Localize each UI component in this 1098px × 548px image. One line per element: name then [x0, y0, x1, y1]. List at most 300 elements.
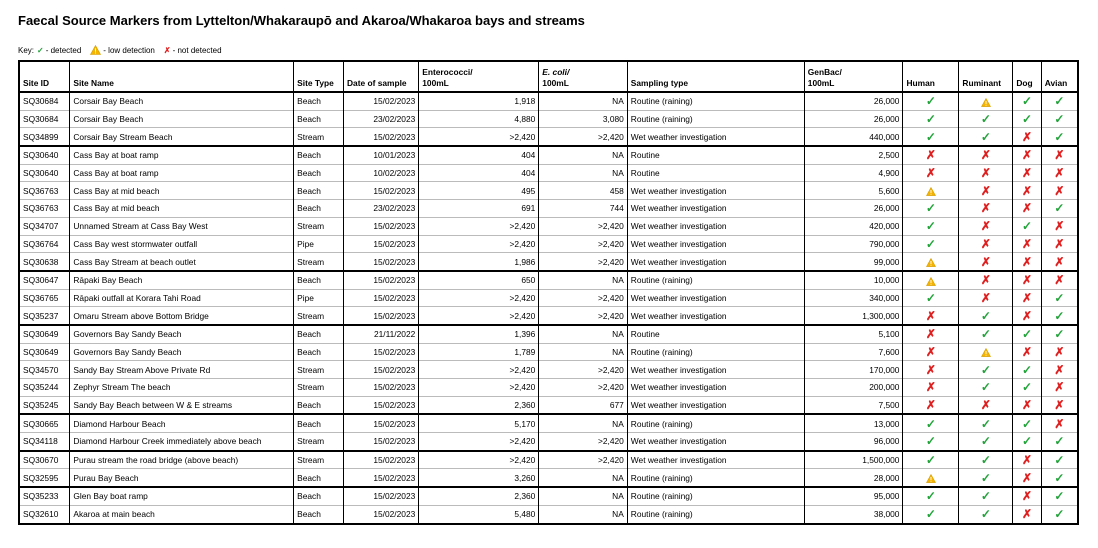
checkmark-icon: ✓: [1054, 94, 1065, 109]
cell-enterococci: >2,420: [419, 451, 539, 469]
cell-site-id: SQ30649: [19, 343, 70, 361]
key-detected: [34, 46, 81, 55]
cell-ecoli: NA: [539, 271, 628, 289]
cross-icon: ✗: [1022, 470, 1033, 485]
cell-avian-marker: [1041, 343, 1078, 361]
cell-sampling-type: Wet weather investigation: [627, 361, 804, 379]
cell-ruminant-marker: [959, 110, 1013, 128]
cell-ruminant-marker: [959, 325, 1013, 343]
checkmark-icon: ✓: [1022, 327, 1033, 342]
cell-sampling-type: Wet weather investigation: [627, 307, 804, 325]
key-detected-label: - detected: [45, 45, 82, 55]
cell-enterococci: 495: [419, 182, 539, 200]
cross-icon: ✗: [925, 148, 936, 163]
cell-sample-date: 15/02/2023: [344, 271, 419, 289]
cell-avian-marker: [1041, 361, 1078, 379]
cell-site-name: Sandy Bay Stream Above Private Rd: [70, 361, 294, 379]
cell-ecoli: NA: [539, 92, 628, 110]
col-header-avian: Avian: [1041, 61, 1078, 92]
cell-enterococci: 691: [419, 200, 539, 218]
cell-ecoli: >2,420: [539, 379, 628, 397]
cell-site-name: Corsair Bay Beach: [70, 110, 294, 128]
cell-enterococci: 5,480: [419, 505, 539, 523]
cell-dog-marker: [1013, 128, 1041, 146]
checkmark-icon: ✓: [980, 112, 991, 127]
cross-icon: ✗: [1054, 416, 1065, 431]
cross-icon: ✗: [1054, 219, 1065, 234]
cell-genbac: 26,000: [804, 92, 903, 110]
cell-dog-marker: [1013, 307, 1041, 325]
cross-icon: ✗: [1054, 254, 1065, 269]
cell-human-marker: [903, 92, 959, 110]
cell-ruminant-marker: [959, 271, 1013, 289]
cross-icon: ✗: [1054, 236, 1065, 251]
header-line-1: Enterococci/: [422, 67, 473, 77]
cell-sample-date: 15/02/2023: [344, 253, 419, 271]
cell-avian-marker: [1041, 146, 1078, 164]
cell-ruminant-marker: [959, 343, 1013, 361]
cell-dog-marker: [1013, 469, 1041, 487]
cell-enterococci: >2,420: [419, 289, 539, 307]
checkmark-icon: ✓: [37, 45, 44, 55]
cell-enterococci: >2,420: [419, 379, 539, 397]
cell-avian-marker: [1041, 505, 1078, 523]
cell-site-name: Akaroa at main beach: [70, 505, 294, 523]
cross-icon: ✗: [1054, 362, 1065, 377]
cell-site-id: SQ35237: [19, 307, 70, 325]
cell-ecoli: NA: [539, 469, 628, 487]
cell-site-type: Beach: [294, 271, 344, 289]
cell-site-id: SQ30665: [19, 414, 70, 432]
cell-sample-date: 15/02/2023: [344, 487, 419, 505]
cell-ruminant-marker: [959, 469, 1013, 487]
cell-ecoli: NA: [539, 414, 628, 432]
cell-sampling-type: Routine (raining): [627, 110, 804, 128]
cell-avian-marker: [1041, 110, 1078, 128]
table-row: [19, 92, 1078, 110]
cell-sampling-type: Routine (raining): [627, 469, 804, 487]
cell-site-type: Stream: [294, 253, 344, 271]
table-row: [19, 164, 1078, 182]
cell-sampling-type: Routine (raining): [627, 414, 804, 432]
cell-sampling-type: Wet weather investigation: [627, 396, 804, 414]
header-line-2: 100mL: [422, 78, 449, 88]
cell-sample-date: 15/02/2023: [344, 307, 419, 325]
checkmark-icon: ✓: [980, 327, 991, 342]
checkmark-icon: ✓: [925, 201, 936, 216]
cell-ecoli: >2,420: [539, 217, 628, 235]
cell-dog-marker: [1013, 146, 1041, 164]
cell-site-name: Cass Bay Stream at beach outlet: [70, 253, 294, 271]
cell-human-marker: [903, 469, 959, 487]
cross-icon: ✗: [1022, 453, 1033, 468]
legend-key: [18, 45, 228, 55]
cross-icon: ✗: [1054, 183, 1065, 198]
checkmark-icon: ✓: [1054, 453, 1065, 468]
table-row: [19, 271, 1078, 289]
cell-genbac: 440,000: [804, 128, 903, 146]
warning-icon: [926, 184, 936, 198]
cell-site-type: Beach: [294, 182, 344, 200]
cell-human-marker: [903, 433, 959, 451]
checkmark-icon: ✓: [925, 219, 936, 234]
cell-site-id: SQ35244: [19, 379, 70, 397]
cell-sample-date: 15/02/2023: [344, 396, 419, 414]
cell-dog-marker: [1013, 487, 1041, 505]
cell-ecoli: >2,420: [539, 433, 628, 451]
cell-sampling-type: Routine: [627, 146, 804, 164]
warning-icon: [926, 255, 936, 269]
table-row: [19, 414, 1078, 432]
checkmark-icon: ✓: [1054, 507, 1065, 522]
cell-dog-marker: [1013, 253, 1041, 271]
cell-avian-marker: [1041, 253, 1078, 271]
cell-site-name: Unnamed Stream at Cass Bay West: [70, 217, 294, 235]
cell-site-id: SQ34899: [19, 128, 70, 146]
cell-site-type: Beach: [294, 505, 344, 523]
cell-ecoli: NA: [539, 146, 628, 164]
cell-sampling-type: Wet weather investigation: [627, 235, 804, 253]
cell-avian-marker: [1041, 235, 1078, 253]
cell-site-name: Purau Bay Beach: [70, 469, 294, 487]
cell-genbac: 38,000: [804, 505, 903, 523]
cell-human-marker: [903, 182, 959, 200]
cell-sampling-type: Wet weather investigation: [627, 379, 804, 397]
cell-enterococci: 5,170: [419, 414, 539, 432]
cell-sample-date: 15/02/2023: [344, 343, 419, 361]
key-not-label: - not detected: [172, 45, 222, 55]
cell-site-id: SQ36765: [19, 289, 70, 307]
cell-site-type: Stream: [294, 217, 344, 235]
cell-site-name: Rāpaki outfall at Korara Tahi Road: [70, 289, 294, 307]
cross-icon: ✗: [1022, 344, 1033, 359]
cell-sample-date: 10/01/2023: [344, 146, 419, 164]
cell-sample-date: 15/02/2023: [344, 361, 419, 379]
cell-human-marker: [903, 414, 959, 432]
table-row: [19, 235, 1078, 253]
cell-enterococci: 1,918: [419, 92, 539, 110]
cell-site-name: Cass Bay west stormwater outfall: [70, 235, 294, 253]
cross-icon: ✗: [1054, 166, 1065, 181]
checkmark-icon: ✓: [925, 94, 936, 109]
cross-icon: ✗: [1022, 254, 1033, 269]
cell-ruminant-marker: [959, 217, 1013, 235]
cell-enterococci: 4,880: [419, 110, 539, 128]
cell-human-marker: [903, 361, 959, 379]
cell-human-marker: [903, 164, 959, 182]
cell-site-id: SQ36764: [19, 235, 70, 253]
cross-icon: ✗: [980, 148, 991, 163]
cell-site-name: Glen Bay boat ramp: [70, 487, 294, 505]
cell-human-marker: [903, 110, 959, 128]
cell-dog-marker: [1013, 414, 1041, 432]
cell-enterococci: >2,420: [419, 235, 539, 253]
table-row: [19, 469, 1078, 487]
col-header-site-id: Site ID: [19, 61, 70, 92]
checkmark-icon: ✓: [925, 489, 936, 504]
cell-enterococci: 2,360: [419, 396, 539, 414]
warning-icon: [926, 471, 936, 485]
cross-icon: ✗: [1054, 148, 1065, 163]
cross-icon: ✗: [1022, 183, 1033, 198]
table-row: [19, 433, 1078, 451]
cell-human-marker: [903, 505, 959, 523]
cell-dog-marker: [1013, 343, 1041, 361]
col-header-ecoli: [539, 61, 628, 92]
cell-genbac: 96,000: [804, 433, 903, 451]
cell-site-name: Rāpaki Bay Beach: [70, 271, 294, 289]
checkmark-icon: ✓: [1022, 380, 1033, 395]
cell-genbac: 13,000: [804, 414, 903, 432]
cell-site-type: Beach: [294, 487, 344, 505]
cell-site-name: Corsair Bay Beach: [70, 92, 294, 110]
table-row: [19, 253, 1078, 271]
cell-genbac: 26,000: [804, 110, 903, 128]
cell-ecoli: 458: [539, 182, 628, 200]
col-header-sampling-type: Sampling type: [627, 61, 804, 92]
cell-ruminant-marker: [959, 379, 1013, 397]
cell-site-name: Purau stream the road bridge (above beach): [70, 451, 294, 469]
cell-genbac: 26,000: [804, 200, 903, 218]
checkmark-icon: ✓: [1054, 129, 1065, 144]
checkmark-icon: ✓: [980, 489, 991, 504]
table-row: [19, 487, 1078, 505]
cell-site-id: SQ36763: [19, 200, 70, 218]
key-low: [87, 45, 155, 55]
col-header-site-type: Site Type: [294, 61, 344, 92]
cell-human-marker: [903, 396, 959, 414]
checkmark-icon: ✓: [1022, 362, 1033, 377]
checkmark-icon: ✓: [1054, 327, 1065, 342]
checkmark-icon: ✓: [925, 290, 936, 305]
cell-dog-marker: [1013, 235, 1041, 253]
cross-icon: ✗: [1054, 380, 1065, 395]
checkmark-icon: ✓: [925, 236, 936, 251]
cell-site-id: SQ35245: [19, 396, 70, 414]
warning-icon: [981, 345, 991, 359]
cross-icon: ✗: [1022, 236, 1033, 251]
cell-ecoli: >2,420: [539, 253, 628, 271]
cell-site-type: Beach: [294, 325, 344, 343]
col-header-date: Date of sample: [344, 61, 419, 92]
page-title: Faecal Source Markers from Lyttelton/Whakaraupō and Akaroa/Whakaroa bays and streams: [18, 13, 585, 28]
cell-site-type: Stream: [294, 361, 344, 379]
cross-icon: ✗: [925, 362, 936, 377]
cell-site-id: SQ30670: [19, 451, 70, 469]
cell-sample-date: 23/02/2023: [344, 110, 419, 128]
cell-ecoli: NA: [539, 487, 628, 505]
cell-enterococci: >2,420: [419, 128, 539, 146]
checkmark-icon: ✓: [1022, 219, 1033, 234]
cell-genbac: 340,000: [804, 289, 903, 307]
cell-ecoli: 744: [539, 200, 628, 218]
checkmark-icon: ✓: [925, 434, 936, 449]
cell-ruminant-marker: [959, 396, 1013, 414]
cell-genbac: 170,000: [804, 361, 903, 379]
cell-site-name: Governors Bay Sandy Beach: [70, 343, 294, 361]
cell-avian-marker: [1041, 469, 1078, 487]
cell-human-marker: [903, 343, 959, 361]
cell-site-id: SQ30684: [19, 110, 70, 128]
header-row: [19, 61, 1078, 92]
cross-icon: ✗: [980, 290, 991, 305]
cell-avian-marker: [1041, 200, 1078, 218]
cell-site-name: Cass Bay at mid beach: [70, 200, 294, 218]
cell-avian-marker: [1041, 128, 1078, 146]
cross-icon: ✗: [925, 327, 936, 342]
cross-icon: ✗: [980, 201, 991, 216]
checkmark-icon: ✓: [1054, 290, 1065, 305]
cell-avian-marker: [1041, 451, 1078, 469]
cross-icon: ✗: [1022, 201, 1033, 216]
cell-site-type: Pipe: [294, 289, 344, 307]
cell-sampling-type: Routine: [627, 164, 804, 182]
cell-sample-date: 15/02/2023: [344, 289, 419, 307]
checkmark-icon: ✓: [980, 129, 991, 144]
cell-genbac: 790,000: [804, 235, 903, 253]
cross-icon: ✗: [1054, 344, 1065, 359]
cell-ruminant-marker: [959, 200, 1013, 218]
cell-site-id: SQ30649: [19, 325, 70, 343]
cross-icon: ✗: [925, 166, 936, 181]
cell-sample-date: 15/02/2023: [344, 505, 419, 523]
cross-icon: ✗: [925, 344, 936, 359]
cross-icon: ✗: [1022, 148, 1033, 163]
cell-human-marker: [903, 217, 959, 235]
checkmark-icon: ✓: [1054, 434, 1065, 449]
cell-site-type: Stream: [294, 451, 344, 469]
checkmark-icon: ✓: [925, 416, 936, 431]
table-row: [19, 182, 1078, 200]
cell-enterococci: >2,420: [419, 361, 539, 379]
cell-avian-marker: [1041, 182, 1078, 200]
cell-site-type: Beach: [294, 414, 344, 432]
key-label: Key:: [18, 45, 35, 55]
cell-dog-marker: [1013, 396, 1041, 414]
cell-ecoli: >2,420: [539, 307, 628, 325]
cell-ruminant-marker: [959, 505, 1013, 523]
warning-icon: [926, 273, 936, 287]
cell-avian-marker: [1041, 414, 1078, 432]
table-row: [19, 379, 1078, 397]
cell-ruminant-marker: [959, 235, 1013, 253]
checkmark-icon: ✓: [1054, 308, 1065, 323]
cross-icon: ✗: [925, 398, 936, 413]
col-header-ruminant: Ruminant: [959, 61, 1013, 92]
cell-dog-marker: [1013, 361, 1041, 379]
cell-site-name: Zephyr Stream The beach: [70, 379, 294, 397]
cross-icon: ✗: [1022, 129, 1033, 144]
cross-icon: ✗: [1022, 308, 1033, 323]
cross-icon: ✗: [1054, 273, 1065, 288]
table-row: [19, 343, 1078, 361]
cell-dog-marker: [1013, 182, 1041, 200]
cell-ruminant-marker: [959, 307, 1013, 325]
cell-sample-date: 10/02/2023: [344, 164, 419, 182]
cell-ruminant-marker: [959, 289, 1013, 307]
cell-human-marker: [903, 128, 959, 146]
checkmark-icon: ✓: [1022, 112, 1033, 127]
cross-icon: ✗: [1022, 398, 1033, 413]
cell-site-name: Omaru Stream above Bottom Bridge: [70, 307, 294, 325]
cell-ruminant-marker: [959, 128, 1013, 146]
cell-genbac: 2,500: [804, 146, 903, 164]
cross-icon: ✗: [1022, 166, 1033, 181]
cell-genbac: 4,900: [804, 164, 903, 182]
table-row: [19, 451, 1078, 469]
cell-sampling-type: Wet weather investigation: [627, 182, 804, 200]
cell-avian-marker: [1041, 433, 1078, 451]
cell-human-marker: [903, 451, 959, 469]
cell-site-id: SQ34118: [19, 433, 70, 451]
cell-genbac: 5,100: [804, 325, 903, 343]
cell-dog-marker: [1013, 164, 1041, 182]
cell-ruminant-marker: [959, 164, 1013, 182]
cross-icon: ✗: [980, 219, 991, 234]
cell-ecoli: NA: [539, 343, 628, 361]
cell-site-type: Beach: [294, 396, 344, 414]
cross-icon: ✗: [1022, 273, 1033, 288]
cell-sampling-type: Wet weather investigation: [627, 128, 804, 146]
cell-site-id: SQ34707: [19, 217, 70, 235]
cross-icon: ✗: [980, 398, 991, 413]
cell-genbac: 1,300,000: [804, 307, 903, 325]
cell-ecoli: >2,420: [539, 235, 628, 253]
cell-enterococci: >2,420: [419, 433, 539, 451]
cell-ecoli: 677: [539, 396, 628, 414]
cell-ecoli: NA: [539, 164, 628, 182]
col-header-dog: Dog: [1013, 61, 1041, 92]
cell-dog-marker: [1013, 325, 1041, 343]
cell-sample-date: 15/02/2023: [344, 469, 419, 487]
checkmark-icon: ✓: [980, 308, 991, 323]
cell-genbac: 420,000: [804, 217, 903, 235]
cell-ecoli: >2,420: [539, 451, 628, 469]
cell-dog-marker: [1013, 92, 1041, 110]
cell-dog-marker: [1013, 110, 1041, 128]
cell-ruminant-marker: [959, 361, 1013, 379]
table-row: [19, 396, 1078, 414]
cell-sample-date: 15/02/2023: [344, 128, 419, 146]
cell-ecoli: >2,420: [539, 289, 628, 307]
cell-sampling-type: Routine (raining): [627, 271, 804, 289]
cell-sampling-type: Routine (raining): [627, 343, 804, 361]
cell-sampling-type: Wet weather investigation: [627, 289, 804, 307]
cell-site-id: SQ32610: [19, 505, 70, 523]
key-not-detected: [161, 46, 222, 55]
cell-ruminant-marker: [959, 146, 1013, 164]
cell-genbac: 10,000: [804, 271, 903, 289]
table-row: [19, 146, 1078, 164]
cell-ecoli: >2,420: [539, 128, 628, 146]
cell-sample-date: 15/02/2023: [344, 235, 419, 253]
cell-sample-date: 15/02/2023: [344, 414, 419, 432]
table-row: [19, 505, 1078, 523]
checkmark-icon: ✓: [1054, 112, 1065, 127]
cell-site-id: SQ30638: [19, 253, 70, 271]
cross-icon: ✗: [980, 183, 991, 198]
cell-avian-marker: [1041, 271, 1078, 289]
cell-avian-marker: [1041, 164, 1078, 182]
cell-genbac: 5,600: [804, 182, 903, 200]
cell-genbac: 28,000: [804, 469, 903, 487]
cell-site-type: Stream: [294, 433, 344, 451]
cell-avian-marker: [1041, 379, 1078, 397]
cell-enterococci: 404: [419, 146, 539, 164]
cell-site-type: Beach: [294, 146, 344, 164]
cell-dog-marker: [1013, 217, 1041, 235]
cell-avian-marker: [1041, 487, 1078, 505]
